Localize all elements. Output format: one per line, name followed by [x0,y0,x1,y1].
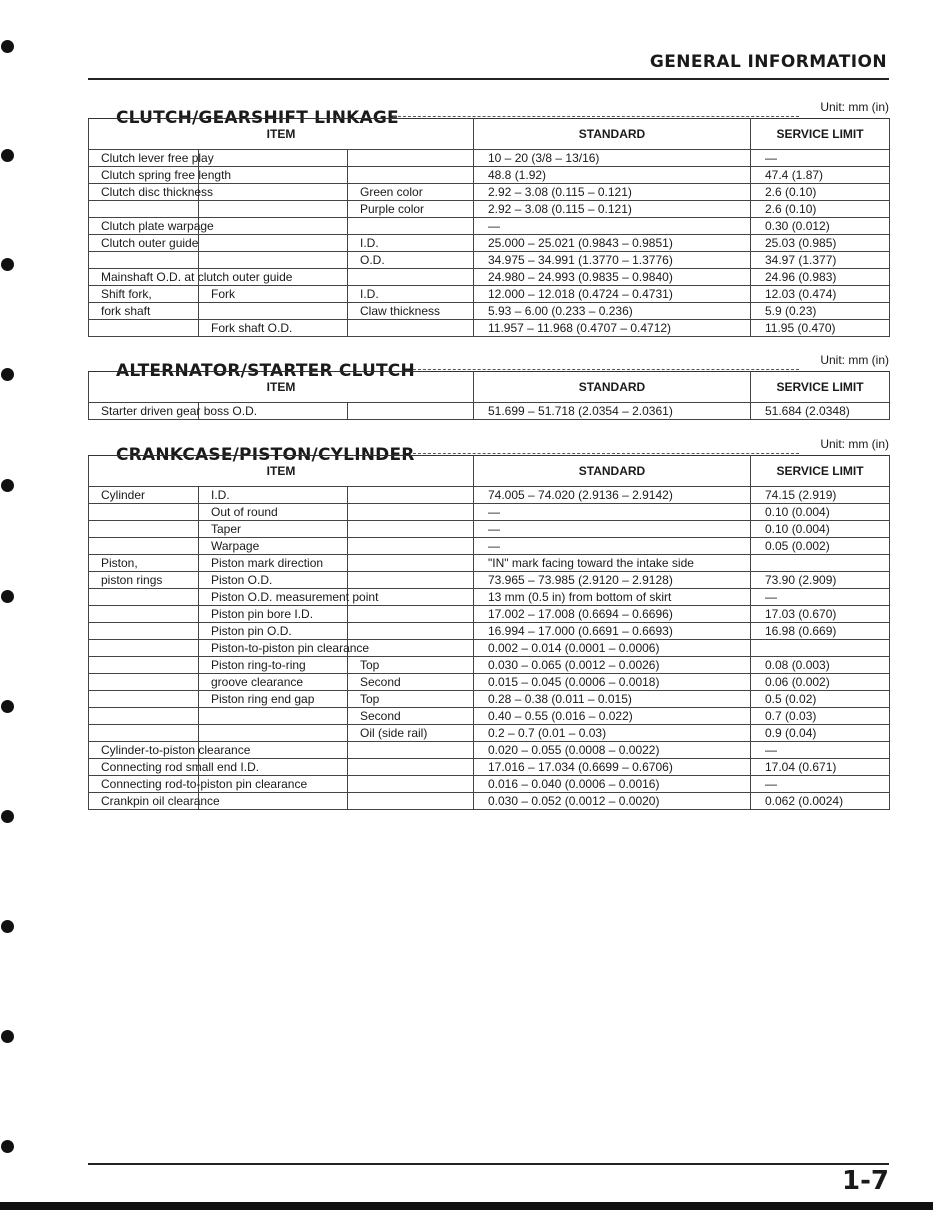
item-cell: Shift fork, [89,286,199,303]
service-limit-cell: 25.03 (0.985) [751,235,890,252]
standard-cell: 51.699 – 51.718 (2.0354 – 2.0361) [474,403,751,420]
service-limit-cell: 11.95 (0.470) [751,320,890,337]
standard-cell: 16.994 – 17.000 (0.6691 – 0.6693) [474,623,751,640]
service-limit-cell: — [751,776,890,793]
standard-cell: — [474,218,751,235]
scan-edge-bar [0,1202,933,1210]
subitem-cell: groove clearance [199,674,348,691]
subitem-cell: Piston O.D. [199,572,348,589]
spec-table [88,371,890,420]
section-title: ALTERNATOR/STARTER CLUTCH [116,361,415,381]
subitem-cell [199,150,348,167]
subitem-cell: Fork shaft O.D. [199,320,348,337]
table-row [89,538,890,555]
item-cell [89,538,199,555]
table-row [89,167,890,184]
standard-cell: 5.93 – 6.00 (0.233 – 0.236) [474,303,751,320]
standard-cell: 24.980 – 24.993 (0.9835 – 0.9840) [474,269,751,286]
section-title: CRANKCASE/PISTON/CYLINDER [116,445,415,465]
table-row [89,303,890,320]
service-limit-cell [751,555,890,572]
section-trail-line [393,116,799,117]
table-row [89,252,890,269]
detail-cell: I.D. [348,286,474,303]
subitem-cell: Fork [199,286,348,303]
footer-rule [88,1163,889,1165]
detail-cell: Green color [348,184,474,201]
standard-cell: 0.2 – 0.7 (0.01 – 0.03) [474,725,751,742]
subitem-cell [199,235,348,252]
table-row [89,403,890,420]
subitem-cell: Warpage [199,538,348,555]
table-row [89,320,890,337]
detail-cell: Purple color [348,201,474,218]
detail-cell [348,504,474,521]
service-limit-cell: 34.97 (1.377) [751,252,890,269]
table-row [89,150,890,167]
service-limit-cell: 0.10 (0.004) [751,521,890,538]
detail-cell [348,759,474,776]
subitem-cell [199,793,348,810]
binder-hole [1,368,14,381]
header-rule [88,78,889,80]
spec-table [88,455,890,810]
item-cell [89,640,199,657]
service-limit-cell: 2.6 (0.10) [751,184,890,201]
table-row [89,572,890,589]
column-header-service-limit: SERVICE LIMIT [751,119,890,150]
table-row [89,184,890,201]
table-row [89,708,890,725]
service-limit-cell: 12.03 (0.474) [751,286,890,303]
standard-cell: 10 – 20 (3/8 – 13/16) [474,150,751,167]
item-cell [89,674,199,691]
spec-table [88,118,890,337]
standard-cell: 0.030 – 0.065 (0.0012 – 0.0026) [474,657,751,674]
item-cell: Clutch outer guide [89,235,199,252]
detail-cell [348,218,474,235]
standard-cell: — [474,538,751,555]
standard-cell: 17.016 – 17.034 (0.6699 – 0.6706) [474,759,751,776]
table-row [89,269,890,286]
service-limit-cell: 2.6 (0.10) [751,201,890,218]
section-trail-line [413,369,799,370]
item-cell: Clutch disc thickness [89,184,199,201]
binder-hole [1,810,14,823]
service-limit-cell: 0.30 (0.012) [751,218,890,235]
item-cell: Starter driven gear boss O.D. [89,403,199,420]
detail-cell [348,623,474,640]
table-row [89,691,890,708]
detail-cell [348,606,474,623]
standard-cell: 2.92 – 3.08 (0.115 – 0.121) [474,201,751,218]
service-limit-cell: — [751,589,890,606]
table-row [89,725,890,742]
item-cell [89,504,199,521]
detail-cell [348,320,474,337]
table-row [89,776,890,793]
item-cell [89,657,199,674]
subitem-cell: Piston-to-piston pin clearance [199,640,348,657]
section-alternator-starter [88,353,889,423]
service-limit-cell: 0.062 (0.0024) [751,793,890,810]
table-row [89,521,890,538]
standard-cell: 2.92 – 3.08 (0.115 – 0.121) [474,184,751,201]
standard-cell: 25.000 – 25.021 (0.9843 – 0.9851) [474,235,751,252]
subitem-cell [199,708,348,725]
subitem-cell: Taper [199,521,348,538]
table-row [89,759,890,776]
item-cell [89,725,199,742]
column-header-standard: STANDARD [474,456,751,487]
subitem-cell: Piston ring end gap [199,691,348,708]
table-row [89,589,890,606]
detail-cell [348,538,474,555]
subitem-cell [199,303,348,320]
standard-cell: 0.020 – 0.055 (0.0008 – 0.0022) [474,742,751,759]
item-cell: Crankpin oil clearance [89,793,199,810]
item-cell [89,320,199,337]
detail-cell: Claw thickness [348,303,474,320]
table-row [89,504,890,521]
detail-cell [348,555,474,572]
column-header-item: ITEM [89,119,474,150]
service-limit-cell: 0.08 (0.003) [751,657,890,674]
section-title: CLUTCH/GEARSHIFT LINKAGE [116,108,399,128]
unit-label: Unit: mm (in) [820,353,889,367]
service-limit-cell: 0.7 (0.03) [751,708,890,725]
standard-cell: 0.030 – 0.052 (0.0012 – 0.0020) [474,793,751,810]
item-cell [89,691,199,708]
subitem-cell: Piston ring-to-ring [199,657,348,674]
detail-cell: Second [348,674,474,691]
binder-hole [1,40,14,53]
service-limit-cell: 0.10 (0.004) [751,504,890,521]
section-trail-line [413,453,799,454]
table-row [89,555,890,572]
service-limit-cell: 0.06 (0.002) [751,674,890,691]
standard-cell: 74.005 – 74.020 (2.9136 – 2.9142) [474,487,751,504]
column-header-standard: STANDARD [474,372,751,403]
subitem-cell: Piston mark direction [199,555,348,572]
item-cell: Mainshaft O.D. at clutch outer guide [89,269,199,286]
table-row [89,286,890,303]
page-header-title: GENERAL INFORMATION [649,52,887,72]
subitem-cell: Piston O.D. measurement point [199,589,348,606]
service-limit-cell: 47.4 (1.87) [751,167,890,184]
item-cell [89,589,199,606]
detail-cell [348,403,474,420]
page-number: 1-7 [842,1166,889,1196]
subitem-cell [199,184,348,201]
item-cell: Cylinder-to-piston clearance [89,742,199,759]
table-row [89,674,890,691]
standard-cell: 11.957 – 11.968 (0.4707 – 0.4712) [474,320,751,337]
detail-cell [348,487,474,504]
service-limit-cell [751,640,890,657]
subitem-cell: Piston pin bore I.D. [199,606,348,623]
standard-cell: "IN" mark facing toward the intake side [474,555,751,572]
item-cell: Connecting rod small end I.D. [89,759,199,776]
standard-cell: 17.002 – 17.008 (0.6694 – 0.6696) [474,606,751,623]
standard-cell: 0.015 – 0.045 (0.0006 – 0.0018) [474,674,751,691]
item-cell: Clutch plate warpage [89,218,199,235]
standard-cell: 0.28 – 0.38 (0.011 – 0.015) [474,691,751,708]
table-row [89,742,890,759]
service-limit-cell: — [751,742,890,759]
item-cell [89,708,199,725]
detail-cell [348,269,474,286]
column-header-item: ITEM [89,372,474,403]
subitem-cell [199,201,348,218]
standard-cell: 13 mm (0.5 in) from bottom of skirt [474,589,751,606]
item-cell: fork shaft [89,303,199,320]
table-row [89,793,890,810]
item-cell [89,252,199,269]
table-row [89,235,890,252]
table-row [89,606,890,623]
subitem-cell [199,252,348,269]
subitem-cell: I.D. [199,487,348,504]
table-header-row [89,119,890,150]
column-header-service-limit: SERVICE LIMIT [751,456,890,487]
item-cell: Piston, [89,555,199,572]
table-row [89,487,890,504]
standard-cell: — [474,504,751,521]
item-cell [89,521,199,538]
column-header-service-limit: SERVICE LIMIT [751,372,890,403]
binder-hole [1,479,14,492]
subitem-cell [199,218,348,235]
service-limit-cell: — [751,150,890,167]
service-limit-cell: 17.03 (0.670) [751,606,890,623]
detail-cell: I.D. [348,235,474,252]
detail-cell: Top [348,691,474,708]
unit-label: Unit: mm (in) [820,100,889,114]
standard-cell: 0.002 – 0.014 (0.0001 – 0.0006) [474,640,751,657]
binder-hole [1,149,14,162]
item-cell [89,623,199,640]
item-cell: Connecting rod-to-piston pin clearance [89,776,199,793]
table-row [89,218,890,235]
detail-cell: Second [348,708,474,725]
standard-cell: 48.8 (1.92) [474,167,751,184]
binder-hole [1,1140,14,1153]
unit-label: Unit: mm (in) [820,437,889,451]
item-cell: Clutch lever free play [89,150,199,167]
table-row [89,640,890,657]
service-limit-cell: 24.96 (0.983) [751,269,890,286]
detail-cell [348,572,474,589]
detail-cell [348,742,474,759]
detail-cell [348,521,474,538]
item-cell: piston rings [89,572,199,589]
table-row [89,657,890,674]
service-limit-cell: 0.05 (0.002) [751,538,890,555]
detail-cell [348,150,474,167]
service-limit-cell: 51.684 (2.0348) [751,403,890,420]
binder-hole [1,258,14,271]
standard-cell: 73.965 – 73.985 (2.9120 – 2.9128) [474,572,751,589]
binder-hole [1,590,14,603]
standard-cell: 12.000 – 12.018 (0.4724 – 0.4731) [474,286,751,303]
table-row [89,623,890,640]
service-limit-cell: 5.9 (0.23) [751,303,890,320]
detail-cell [348,793,474,810]
detail-cell: Oil (side rail) [348,725,474,742]
standard-cell: 0.40 – 0.55 (0.016 – 0.022) [474,708,751,725]
service-limit-cell: 73.90 (2.909) [751,572,890,589]
table-header-row [89,372,890,403]
detail-cell: Top [348,657,474,674]
item-cell [89,201,199,218]
binder-hole [1,700,14,713]
detail-cell [348,167,474,184]
binder-hole [1,920,14,933]
service-limit-cell: 74.15 (2.919) [751,487,890,504]
item-cell: Cylinder [89,487,199,504]
service-limit-cell: 16.98 (0.669) [751,623,890,640]
detail-cell: O.D. [348,252,474,269]
column-header-item: ITEM [89,456,474,487]
item-cell [89,606,199,623]
service-limit-cell: 17.04 (0.671) [751,759,890,776]
subitem-cell: Piston pin O.D. [199,623,348,640]
subitem-cell [199,725,348,742]
column-header-standard: STANDARD [474,119,751,150]
standard-cell: 34.975 – 34.991 (1.3770 – 1.3776) [474,252,751,269]
standard-cell: 0.016 – 0.040 (0.0006 – 0.0016) [474,776,751,793]
item-cell: Clutch spring free length [89,167,199,184]
subitem-cell: Out of round [199,504,348,521]
table-row [89,201,890,218]
service-limit-cell: 0.5 (0.02) [751,691,890,708]
detail-cell [348,776,474,793]
binder-hole [1,1030,14,1043]
standard-cell: — [474,521,751,538]
section-crankcase-piston-cylinder [88,437,889,809]
service-limit-cell: 0.9 (0.04) [751,725,890,742]
section-clutch-gearshift [88,100,889,336]
table-header-row [89,456,890,487]
